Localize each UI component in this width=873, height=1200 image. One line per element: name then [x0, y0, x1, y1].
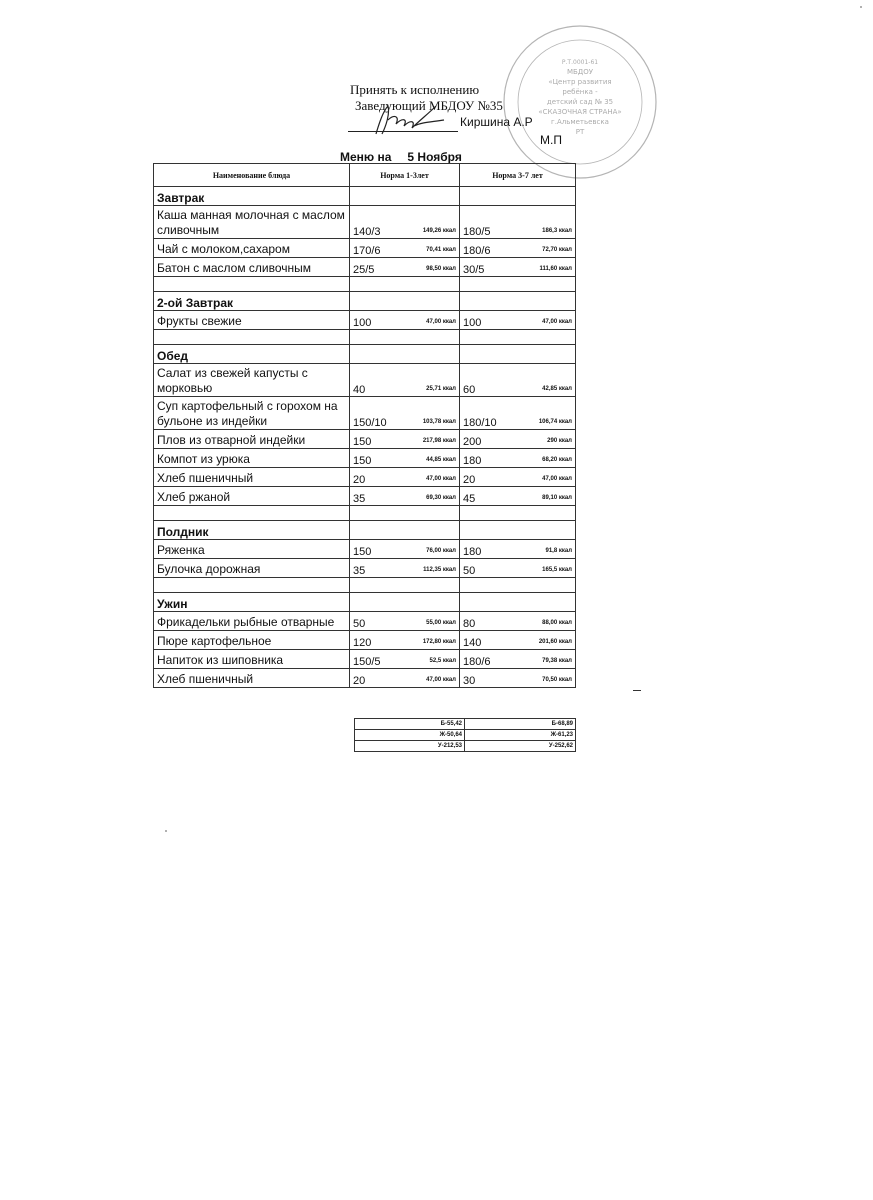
- norm-cell: [460, 311, 576, 330]
- spacer-cell: [154, 330, 350, 345]
- portion: 180: [463, 546, 482, 558]
- norm-cell: [350, 239, 460, 258]
- menu-title: [340, 150, 462, 164]
- calories: 55,00 ккал: [426, 620, 456, 626]
- dish-name: Плов из отварной индейки: [154, 430, 350, 449]
- norm-cell: [460, 559, 576, 578]
- calories: 172,80 ккал: [422, 639, 456, 645]
- total-carbs-1-3: У-212,53: [355, 741, 465, 752]
- norm-cell: [460, 430, 576, 449]
- dish-row: [154, 650, 576, 669]
- norm-cell: [350, 631, 460, 650]
- norm-cell: [350, 468, 460, 487]
- dish-name: Хлеб пшеничный: [154, 468, 350, 487]
- section-title: Полдник: [154, 521, 350, 540]
- spacer-cell: [154, 506, 350, 521]
- calories: 47,00 ккал: [542, 319, 572, 325]
- portion: 100: [463, 317, 482, 329]
- official-stamp: [500, 22, 660, 182]
- calories: 76,00 ккал: [426, 548, 456, 554]
- norm-cell: [460, 669, 576, 688]
- spacer-cell: [460, 506, 576, 521]
- stamp-line: «Центр развития: [548, 78, 612, 86]
- calories: 106,74 ккал: [538, 419, 572, 425]
- dish-row: [154, 239, 576, 258]
- portion: 35: [353, 565, 366, 577]
- seal-place-label: М.П: [540, 133, 562, 147]
- totals-row: [355, 741, 576, 752]
- dish-name: Батон с маслом сливочным: [154, 258, 350, 277]
- norm-cell: [460, 364, 576, 397]
- dish-row: [154, 364, 576, 397]
- calories: 88,00 ккал: [542, 620, 572, 626]
- calories: 47,00 ккал: [426, 677, 456, 683]
- stamp-line: г.Альметьевска: [551, 118, 609, 126]
- calories: 89,10 ккал: [542, 495, 572, 501]
- menu-title-label: Меню на: [340, 150, 392, 164]
- section-row: [154, 292, 576, 311]
- stamp-line: РТ: [575, 128, 585, 136]
- menu-table-body: [154, 164, 576, 688]
- scan-speck: [860, 6, 862, 8]
- norm-cell: [350, 364, 460, 397]
- portion: 140/3: [353, 226, 381, 238]
- empty-cell: [350, 292, 460, 311]
- handwritten-signature: [370, 100, 450, 140]
- norm-cell: [350, 258, 460, 277]
- section-title: Ужин: [154, 593, 350, 612]
- calories: 111,60 ккал: [539, 266, 572, 272]
- spacer-cell: [350, 330, 460, 345]
- portion: 60: [463, 384, 476, 396]
- empty-cell: [350, 187, 460, 206]
- portion: 140: [463, 637, 482, 649]
- empty-cell: [460, 593, 576, 612]
- portion: 150: [353, 546, 372, 558]
- approval-line-2: Заведующий МБДОУ №35: [355, 98, 503, 113]
- header-dish: Наименование блюда: [154, 164, 350, 187]
- portion: 100: [353, 317, 372, 329]
- calories: 72,70 ккал: [542, 247, 572, 253]
- portion: 25/5: [353, 264, 375, 276]
- portion: 40: [353, 384, 366, 396]
- calories: 25,71 ккал: [426, 386, 456, 392]
- calories: 201,60 ккал: [538, 639, 572, 645]
- empty-cell: [460, 521, 576, 540]
- empty-cell: [350, 521, 460, 540]
- portion: 30: [463, 675, 476, 687]
- portion: 35: [353, 493, 366, 505]
- calories: 165,5 ккал: [542, 567, 572, 573]
- calories: 47,00 ккал: [542, 476, 572, 482]
- calories: 98,50 ккал: [426, 266, 456, 272]
- dish-row: [154, 430, 576, 449]
- portion: 20: [353, 675, 366, 687]
- norm-cell: [460, 612, 576, 631]
- dish-name: Фрукты свежие: [154, 311, 350, 330]
- section-title: Завтрак: [154, 187, 350, 206]
- norm-cell: [460, 449, 576, 468]
- norm-cell: [350, 449, 460, 468]
- spacer-cell: [350, 506, 460, 521]
- empty-cell: [350, 593, 460, 612]
- spacer-cell: [154, 277, 350, 292]
- scan-mark: [633, 690, 641, 691]
- calories: 290 ккал: [547, 438, 572, 444]
- spacer-cell: [460, 330, 576, 345]
- dish-row: [154, 311, 576, 330]
- calories: 112,35 ккал: [423, 567, 456, 573]
- norm-cell: [350, 559, 460, 578]
- dish-row: [154, 669, 576, 688]
- portion: 150/10: [353, 417, 387, 429]
- header-norm-3-7: Норма 3-7 лет: [460, 164, 576, 187]
- section-row: [154, 593, 576, 612]
- dish-row: [154, 559, 576, 578]
- menu-date: 5 Ноября: [407, 150, 462, 164]
- spacer-row: [154, 277, 576, 292]
- portion: 150: [353, 436, 372, 448]
- total-protein-1-3: Б-55,42: [355, 719, 465, 730]
- dish-name: Хлеб пшеничный: [154, 669, 350, 688]
- portion: 180/5: [463, 226, 491, 238]
- calories: 44,85 ккал: [426, 457, 456, 463]
- norm-cell: [350, 397, 460, 430]
- stamp-line: «СКАЗОЧНАЯ СТРАНА»: [538, 108, 622, 116]
- norm-cell: [460, 650, 576, 669]
- dish-name: Пюре картофельное: [154, 631, 350, 650]
- dish-name: Булочка дорожная: [154, 559, 350, 578]
- stamp-line: ребёнка -: [562, 88, 598, 96]
- section-row: [154, 521, 576, 540]
- norm-cell: [460, 487, 576, 506]
- spacer-row: [154, 578, 576, 593]
- stamp-line: МБДОУ: [566, 68, 594, 76]
- calories: 217,98 ккал: [422, 438, 456, 444]
- dish-row: [154, 612, 576, 631]
- header-row: [154, 164, 576, 187]
- norm-cell: [460, 631, 576, 650]
- stamp-line: Р.Т.0001-61: [561, 59, 599, 66]
- norm-cell: [460, 397, 576, 430]
- dish-row: [154, 631, 576, 650]
- calories: 69,30 ккал: [426, 495, 456, 501]
- section-row: [154, 345, 576, 364]
- spacer-row: [154, 506, 576, 521]
- portion: 200: [463, 436, 482, 448]
- spacer-row: [154, 330, 576, 345]
- dish-name: Ряженка: [154, 540, 350, 559]
- norm-cell: [460, 206, 576, 239]
- empty-cell: [350, 345, 460, 364]
- norm-cell: [350, 206, 460, 239]
- empty-cell: [460, 187, 576, 206]
- portion: 120: [353, 637, 372, 649]
- dish-name: Хлеб ржаной: [154, 487, 350, 506]
- calories: 47,00 ккал: [426, 476, 456, 482]
- totals-table: [354, 718, 576, 752]
- norm-cell: [350, 669, 460, 688]
- total-carbs-3-7: У-252,62: [465, 741, 576, 752]
- spacer-cell: [460, 578, 576, 593]
- portion: 180: [463, 455, 482, 467]
- dish-name: Чай с молоком,сахаром: [154, 239, 350, 258]
- total-fat-1-3: Ж-50,64: [355, 730, 465, 741]
- portion: 180/6: [463, 245, 491, 257]
- spacer-cell: [350, 277, 460, 292]
- approval-line-1: Принять к исполнению: [350, 82, 480, 97]
- calories: 91,8 ккал: [545, 548, 572, 554]
- spacer-cell: [460, 277, 576, 292]
- dish-row: [154, 397, 576, 430]
- total-fat-3-7: Ж-61,23: [465, 730, 576, 741]
- calories: 47,00 ккал: [426, 319, 456, 325]
- menu-table: [153, 163, 576, 688]
- dish-name: Салат из свежей капусты с морковью: [154, 364, 350, 397]
- spacer-cell: [154, 578, 350, 593]
- empty-cell: [460, 345, 576, 364]
- dish-name: Суп картофельный с горохом на бульоне из индейки: [154, 397, 350, 430]
- dish-name: Напиток из шиповника: [154, 650, 350, 669]
- empty-cell: [460, 292, 576, 311]
- spacer-cell: [350, 578, 460, 593]
- norm-cell: [460, 540, 576, 559]
- calories: 68,20 ккал: [542, 457, 572, 463]
- norm-cell: [350, 487, 460, 506]
- dish-name: Каша манная молочная с маслом сливочным: [154, 206, 350, 239]
- header-norm-1-3: Норма 1-3лет: [350, 164, 460, 187]
- norm-cell: [350, 612, 460, 631]
- portion: 150: [353, 455, 372, 467]
- portion: 45: [463, 493, 476, 505]
- norm-cell: [350, 430, 460, 449]
- portion: 180/6: [463, 656, 491, 668]
- dish-name: Компот из урюка: [154, 449, 350, 468]
- calories: 42,85 ккал: [542, 386, 572, 392]
- calories: 52,5 ккал: [429, 658, 456, 664]
- totals-row: [355, 730, 576, 741]
- dish-row: [154, 258, 576, 277]
- portion: 30/5: [463, 264, 485, 276]
- dish-name: Фрикадельки рыбные отварные: [154, 612, 350, 631]
- calories: 149,26 ккал: [422, 228, 456, 234]
- calories: 70,41 ккал: [426, 247, 456, 253]
- total-protein-3-7: Б-68,89: [465, 719, 576, 730]
- dish-row: [154, 449, 576, 468]
- totals-row: [355, 719, 576, 730]
- norm-cell: [460, 468, 576, 487]
- dish-row: [154, 206, 576, 239]
- stamp-line: детский сад № 35: [546, 98, 614, 106]
- calories: 79,38 ккал: [542, 658, 572, 664]
- calories: 186,3 ккал: [542, 228, 572, 234]
- portion: 150/5: [353, 656, 381, 668]
- portion: 20: [463, 474, 476, 486]
- norm-cell: [460, 239, 576, 258]
- section-title: 2-ой Завтрак: [154, 292, 350, 311]
- norm-cell: [350, 540, 460, 559]
- section-title: Обед: [154, 345, 350, 364]
- dish-row: [154, 487, 576, 506]
- calories: 103,78 ккал: [422, 419, 456, 425]
- portion: 50: [353, 618, 366, 630]
- dish-row: [154, 540, 576, 559]
- portion: 180/10: [463, 417, 497, 429]
- portion: 80: [463, 618, 476, 630]
- portion: 20: [353, 474, 366, 486]
- dish-row: [154, 468, 576, 487]
- norm-cell: [350, 311, 460, 330]
- scan-speck: [165, 830, 167, 832]
- calories: 70,50 ккал: [542, 677, 572, 683]
- norm-cell: [460, 258, 576, 277]
- approver-name: Киршина А.Р: [460, 115, 533, 129]
- norm-cell: [350, 650, 460, 669]
- section-row: [154, 187, 576, 206]
- portion: 50: [463, 565, 476, 577]
- portion: 170/6: [353, 245, 381, 257]
